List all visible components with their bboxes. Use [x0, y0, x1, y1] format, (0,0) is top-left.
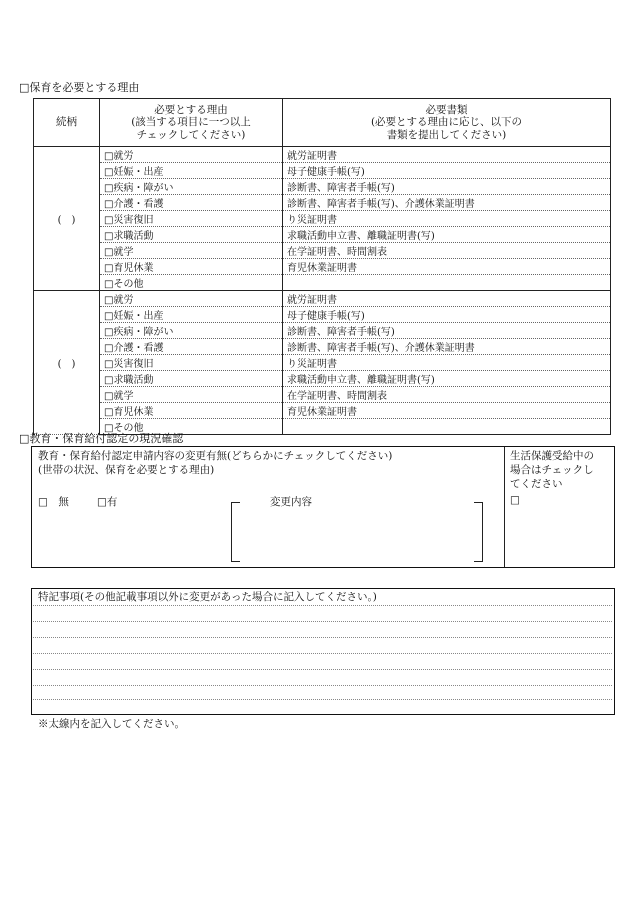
no-change-checkbox[interactable]: □ 無: [38, 496, 69, 508]
remarks-line[interactable]: [33, 685, 612, 686]
required-document: 母子健康手帳(写): [283, 307, 611, 323]
required-document: 母子健康手帳(写): [283, 163, 611, 179]
reason-checkbox[interactable]: □妊娠・出産: [100, 307, 283, 323]
required-document: [283, 419, 611, 435]
reason-row: [34, 211, 611, 227]
required-document: 在学証明書、時間割表: [283, 243, 611, 259]
reason-checkbox[interactable]: □介護・看護: [100, 195, 283, 211]
remarks-line[interactable]: [33, 637, 612, 638]
change-question: 教育・保育給付認定申請内容の変更有無(どちらかにチェックしてください): [38, 450, 393, 462]
reason-checkbox[interactable]: □介護・看護: [100, 339, 283, 355]
status-divider: [504, 447, 505, 567]
reason-checkbox[interactable]: □妊娠・出産: [100, 163, 283, 179]
reason-row: [34, 243, 611, 259]
reason-checkbox[interactable]: □その他: [100, 275, 283, 291]
reason-checkbox[interactable]: □災害復旧: [100, 211, 283, 227]
header-relation: 続柄: [34, 99, 100, 147]
reason-checkbox[interactable]: □就労: [100, 291, 283, 307]
reasons-table: [33, 98, 611, 435]
reason-checkbox[interactable]: □その他: [100, 419, 283, 435]
yes-change-checkbox[interactable]: □有: [97, 496, 118, 508]
reason-row: [34, 259, 611, 275]
reason-row: [34, 179, 611, 195]
reason-row: [34, 307, 611, 323]
reason-row: [34, 339, 611, 355]
remarks-box: [31, 588, 615, 715]
relation-cell[interactable]: ( ): [34, 291, 100, 435]
reason-checkbox[interactable]: □育児休業: [100, 259, 283, 275]
remarks-line[interactable]: [33, 699, 612, 700]
reason-checkbox[interactable]: □疾病・障がい: [100, 323, 283, 339]
required-document: 診断書、障害者手帳(写): [283, 323, 611, 339]
required-document: 診断書、障害者手帳(写): [283, 179, 611, 195]
required-document: 育児休業証明書: [283, 259, 611, 275]
remarks-line[interactable]: [33, 605, 612, 606]
change-content-bracket-left: [231, 502, 240, 562]
welfare-note-3: てください: [510, 478, 563, 490]
reason-row: [34, 371, 611, 387]
reason-checkbox[interactable]: □育児休業: [100, 403, 283, 419]
required-document: 就労証明書: [283, 147, 611, 163]
relation-cell[interactable]: ( ): [34, 147, 100, 291]
remarks-title: 特記事項(その他記載事項以外に変更があった場合に記入してください。): [38, 591, 377, 603]
reason-checkbox[interactable]: □災害復旧: [100, 355, 283, 371]
reason-row: [34, 275, 611, 291]
reason-row: [34, 147, 611, 163]
required-document: り災証明書: [283, 355, 611, 371]
reason-row: [34, 403, 611, 419]
reason-checkbox[interactable]: □求職活動: [100, 227, 283, 243]
bold-line-note: ※太線内を記入してください。: [38, 718, 185, 730]
section-status-title: □教育・保育給付認定の現況確認: [19, 432, 184, 445]
section-reason-title: □保育を必要とする理由: [19, 81, 140, 94]
change-question-sub: (世帯の状況、保育を必要とする理由): [38, 464, 215, 476]
reason-row: [34, 227, 611, 243]
reason-checkbox[interactable]: □就労: [100, 147, 283, 163]
reason-row: [34, 355, 611, 371]
reason-checkbox[interactable]: □就学: [100, 243, 283, 259]
required-document: [283, 275, 611, 291]
reason-row: [34, 195, 611, 211]
reason-row: [34, 291, 611, 307]
remarks-line[interactable]: [33, 621, 612, 622]
welfare-note-2: 場合はチェックし: [510, 464, 594, 476]
reason-checkbox[interactable]: □求職活動: [100, 371, 283, 387]
required-document: 診断書、障害者手帳(写)、介護休業証明書: [283, 339, 611, 355]
required-document: 在学証明書、時間割表: [283, 387, 611, 403]
header-documents: 必要書類 (必要とする理由に応じ、以下の 書類を提出してください): [283, 99, 611, 147]
required-document: り災証明書: [283, 211, 611, 227]
remarks-line[interactable]: [33, 653, 612, 654]
reason-checkbox[interactable]: □疾病・障がい: [100, 179, 283, 195]
required-document: 就労証明書: [283, 291, 611, 307]
reason-checkbox[interactable]: □就学: [100, 387, 283, 403]
change-content-bracket-right: [474, 502, 483, 562]
reason-row: [34, 163, 611, 179]
welfare-checkbox[interactable]: □: [510, 494, 520, 506]
required-document: 求職活動申立書、離職証明書(写): [283, 227, 611, 243]
reason-row: [34, 387, 611, 403]
required-document: 育児休業証明書: [283, 403, 611, 419]
header-reason: 必要とする理由 (該当する項目に一つ以上 チェックしてください): [100, 99, 283, 147]
welfare-note-1: 生活保護受給中の: [510, 450, 594, 462]
required-document: 診断書、障害者手帳(写)、介護休業証明書: [283, 195, 611, 211]
change-content-label: 変更内容: [270, 496, 312, 508]
required-document: 求職活動申立書、離職証明書(写): [283, 371, 611, 387]
remarks-line[interactable]: [33, 669, 612, 670]
reason-row: [34, 323, 611, 339]
